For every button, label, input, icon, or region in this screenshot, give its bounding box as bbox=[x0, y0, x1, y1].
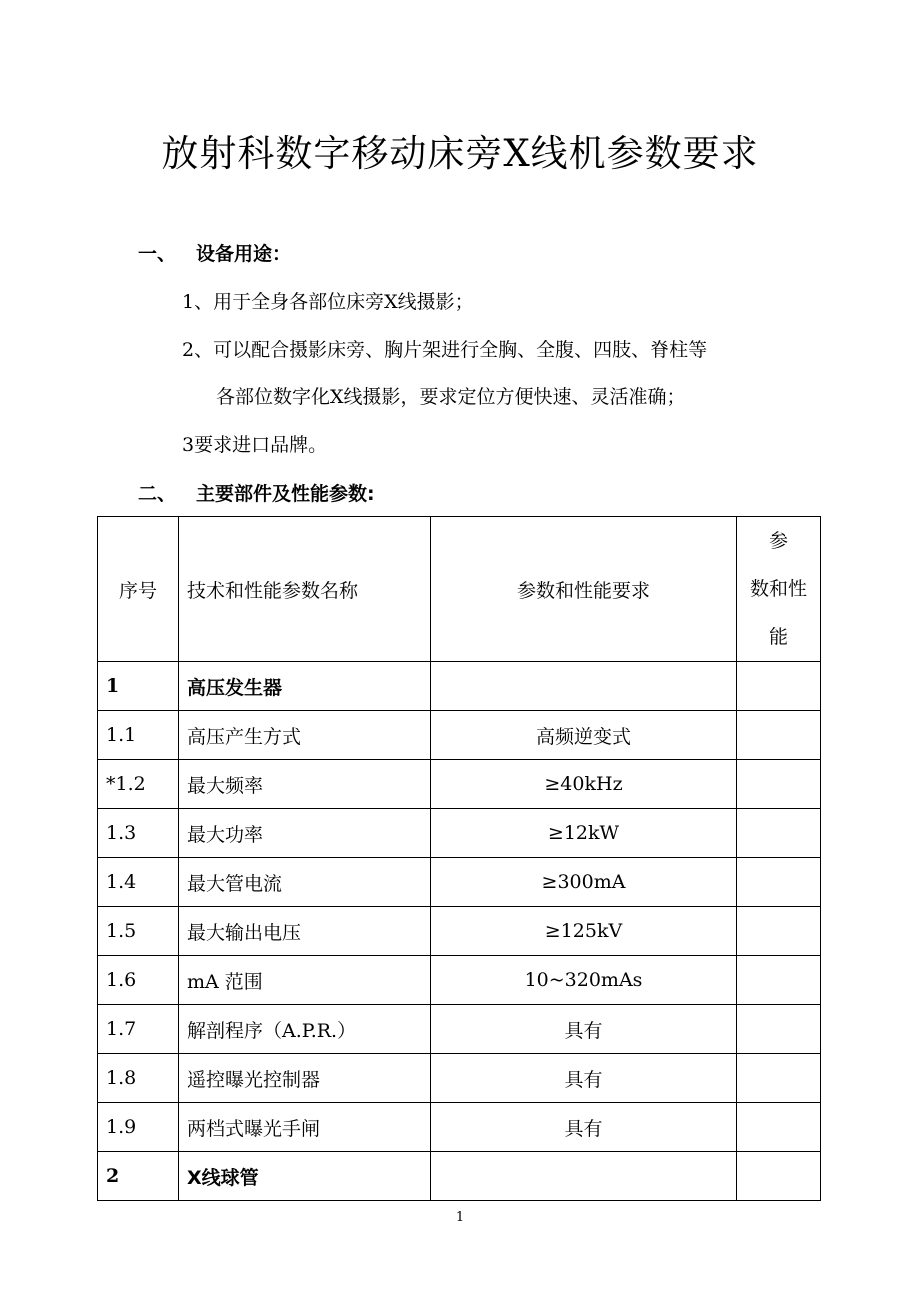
cell-requirement: ≥40kHz bbox=[431, 760, 737, 809]
cell-requirement: ≥300mA bbox=[431, 858, 737, 907]
table-row bbox=[98, 809, 821, 858]
cell-requirement: 具有 bbox=[431, 1054, 737, 1103]
purpose-item-3: 3要求进口品牌。 bbox=[182, 434, 328, 456]
spec-table bbox=[97, 516, 821, 1201]
table-row bbox=[98, 760, 821, 809]
cell-number: 1.4 bbox=[98, 858, 179, 907]
cell-number: 1.9 bbox=[98, 1103, 179, 1152]
cell-requirement: ≥12kW bbox=[431, 809, 737, 858]
cell-response bbox=[737, 760, 821, 809]
table-row bbox=[98, 1005, 821, 1054]
table-row bbox=[98, 1054, 821, 1103]
purpose-item-1: 1、用于全身各部位床旁X线摄影； bbox=[182, 291, 474, 313]
cell-response bbox=[737, 907, 821, 956]
cell-requirement bbox=[431, 662, 737, 711]
cell-number: 1.3 bbox=[98, 809, 179, 858]
cell-name: 最大频率 bbox=[179, 760, 431, 809]
cell-number: 1.8 bbox=[98, 1054, 179, 1103]
cell-name: 最大输出电压 bbox=[179, 907, 431, 956]
cell-name: 两档式曝光手闸 bbox=[179, 1103, 431, 1152]
header-response-line: 参 bbox=[768, 530, 788, 552]
cell-response bbox=[737, 809, 821, 858]
cell-name: 高压产生方式 bbox=[179, 711, 431, 760]
header-response-line: 数和性 bbox=[749, 578, 807, 600]
cell-response bbox=[737, 662, 821, 711]
table-row-group bbox=[98, 662, 821, 711]
section-number: 二、 bbox=[138, 483, 177, 505]
header-response bbox=[737, 517, 821, 662]
cell-number: 1.7 bbox=[98, 1005, 179, 1054]
cell-response bbox=[737, 711, 821, 760]
cell-requirement: ≥125kV bbox=[431, 907, 737, 956]
cell-response bbox=[737, 1005, 821, 1054]
cell-name: X线球管 bbox=[179, 1152, 431, 1201]
section-heading-text: 主要部件及性能参数: bbox=[196, 483, 375, 505]
header-response-line: 能 bbox=[768, 626, 788, 648]
cell-number: 1.6 bbox=[98, 956, 179, 1005]
cell-name: 最大管电流 bbox=[179, 858, 431, 907]
cell-name: 最大功率 bbox=[179, 809, 431, 858]
cell-number: 2 bbox=[98, 1152, 179, 1201]
page-title: 放射科数字移动床旁X线机参数要求 bbox=[161, 132, 759, 175]
cell-response bbox=[737, 1152, 821, 1201]
cell-name: 高压发生器 bbox=[179, 662, 431, 711]
cell-number: 1.1 bbox=[98, 711, 179, 760]
purpose-item-2-continued: 各部位数字化X线摄影，要求定位方便快速、灵活准确； bbox=[216, 386, 686, 408]
cell-response bbox=[737, 1103, 821, 1152]
header-requirement: 参数和性能要求 bbox=[431, 517, 737, 662]
cell-requirement: 高频逆变式 bbox=[431, 711, 737, 760]
purpose-item-2: 2、可以配合摄影床旁、胸片架进行全胸、全腹、四肢、脊柱等 bbox=[182, 339, 708, 361]
section-heading-components bbox=[138, 480, 375, 508]
table-row bbox=[98, 1103, 821, 1152]
cell-name: 遥控曝光控制器 bbox=[179, 1054, 431, 1103]
cell-requirement bbox=[431, 1152, 737, 1201]
cell-requirement: 具有 bbox=[431, 1005, 737, 1054]
cell-requirement: 具有 bbox=[431, 1103, 737, 1152]
cell-name: 解剖程序（A.P.R.） bbox=[179, 1005, 431, 1054]
cell-name: mA 范围 bbox=[179, 956, 431, 1005]
table-row bbox=[98, 858, 821, 907]
cell-number: *1.2 bbox=[98, 760, 179, 809]
table-row bbox=[98, 711, 821, 760]
cell-response bbox=[737, 956, 821, 1005]
page-number: 1 bbox=[455, 1210, 465, 1225]
cell-number: 1.5 bbox=[98, 907, 179, 956]
table-row-group bbox=[98, 1152, 821, 1201]
cell-response bbox=[737, 1054, 821, 1103]
section-number: 一、 bbox=[138, 243, 177, 265]
cell-requirement: 10~320mAs bbox=[431, 956, 737, 1005]
header-number: 序号 bbox=[98, 517, 179, 662]
table-header-row bbox=[98, 517, 821, 662]
section-heading-purpose bbox=[138, 240, 291, 268]
header-parameter-name: 技术和性能参数名称 bbox=[179, 517, 431, 662]
table-row bbox=[98, 907, 821, 956]
cell-number: 1 bbox=[98, 662, 179, 711]
section-heading-text: 设备用途： bbox=[196, 243, 292, 265]
table-row bbox=[98, 956, 821, 1005]
cell-response bbox=[737, 858, 821, 907]
